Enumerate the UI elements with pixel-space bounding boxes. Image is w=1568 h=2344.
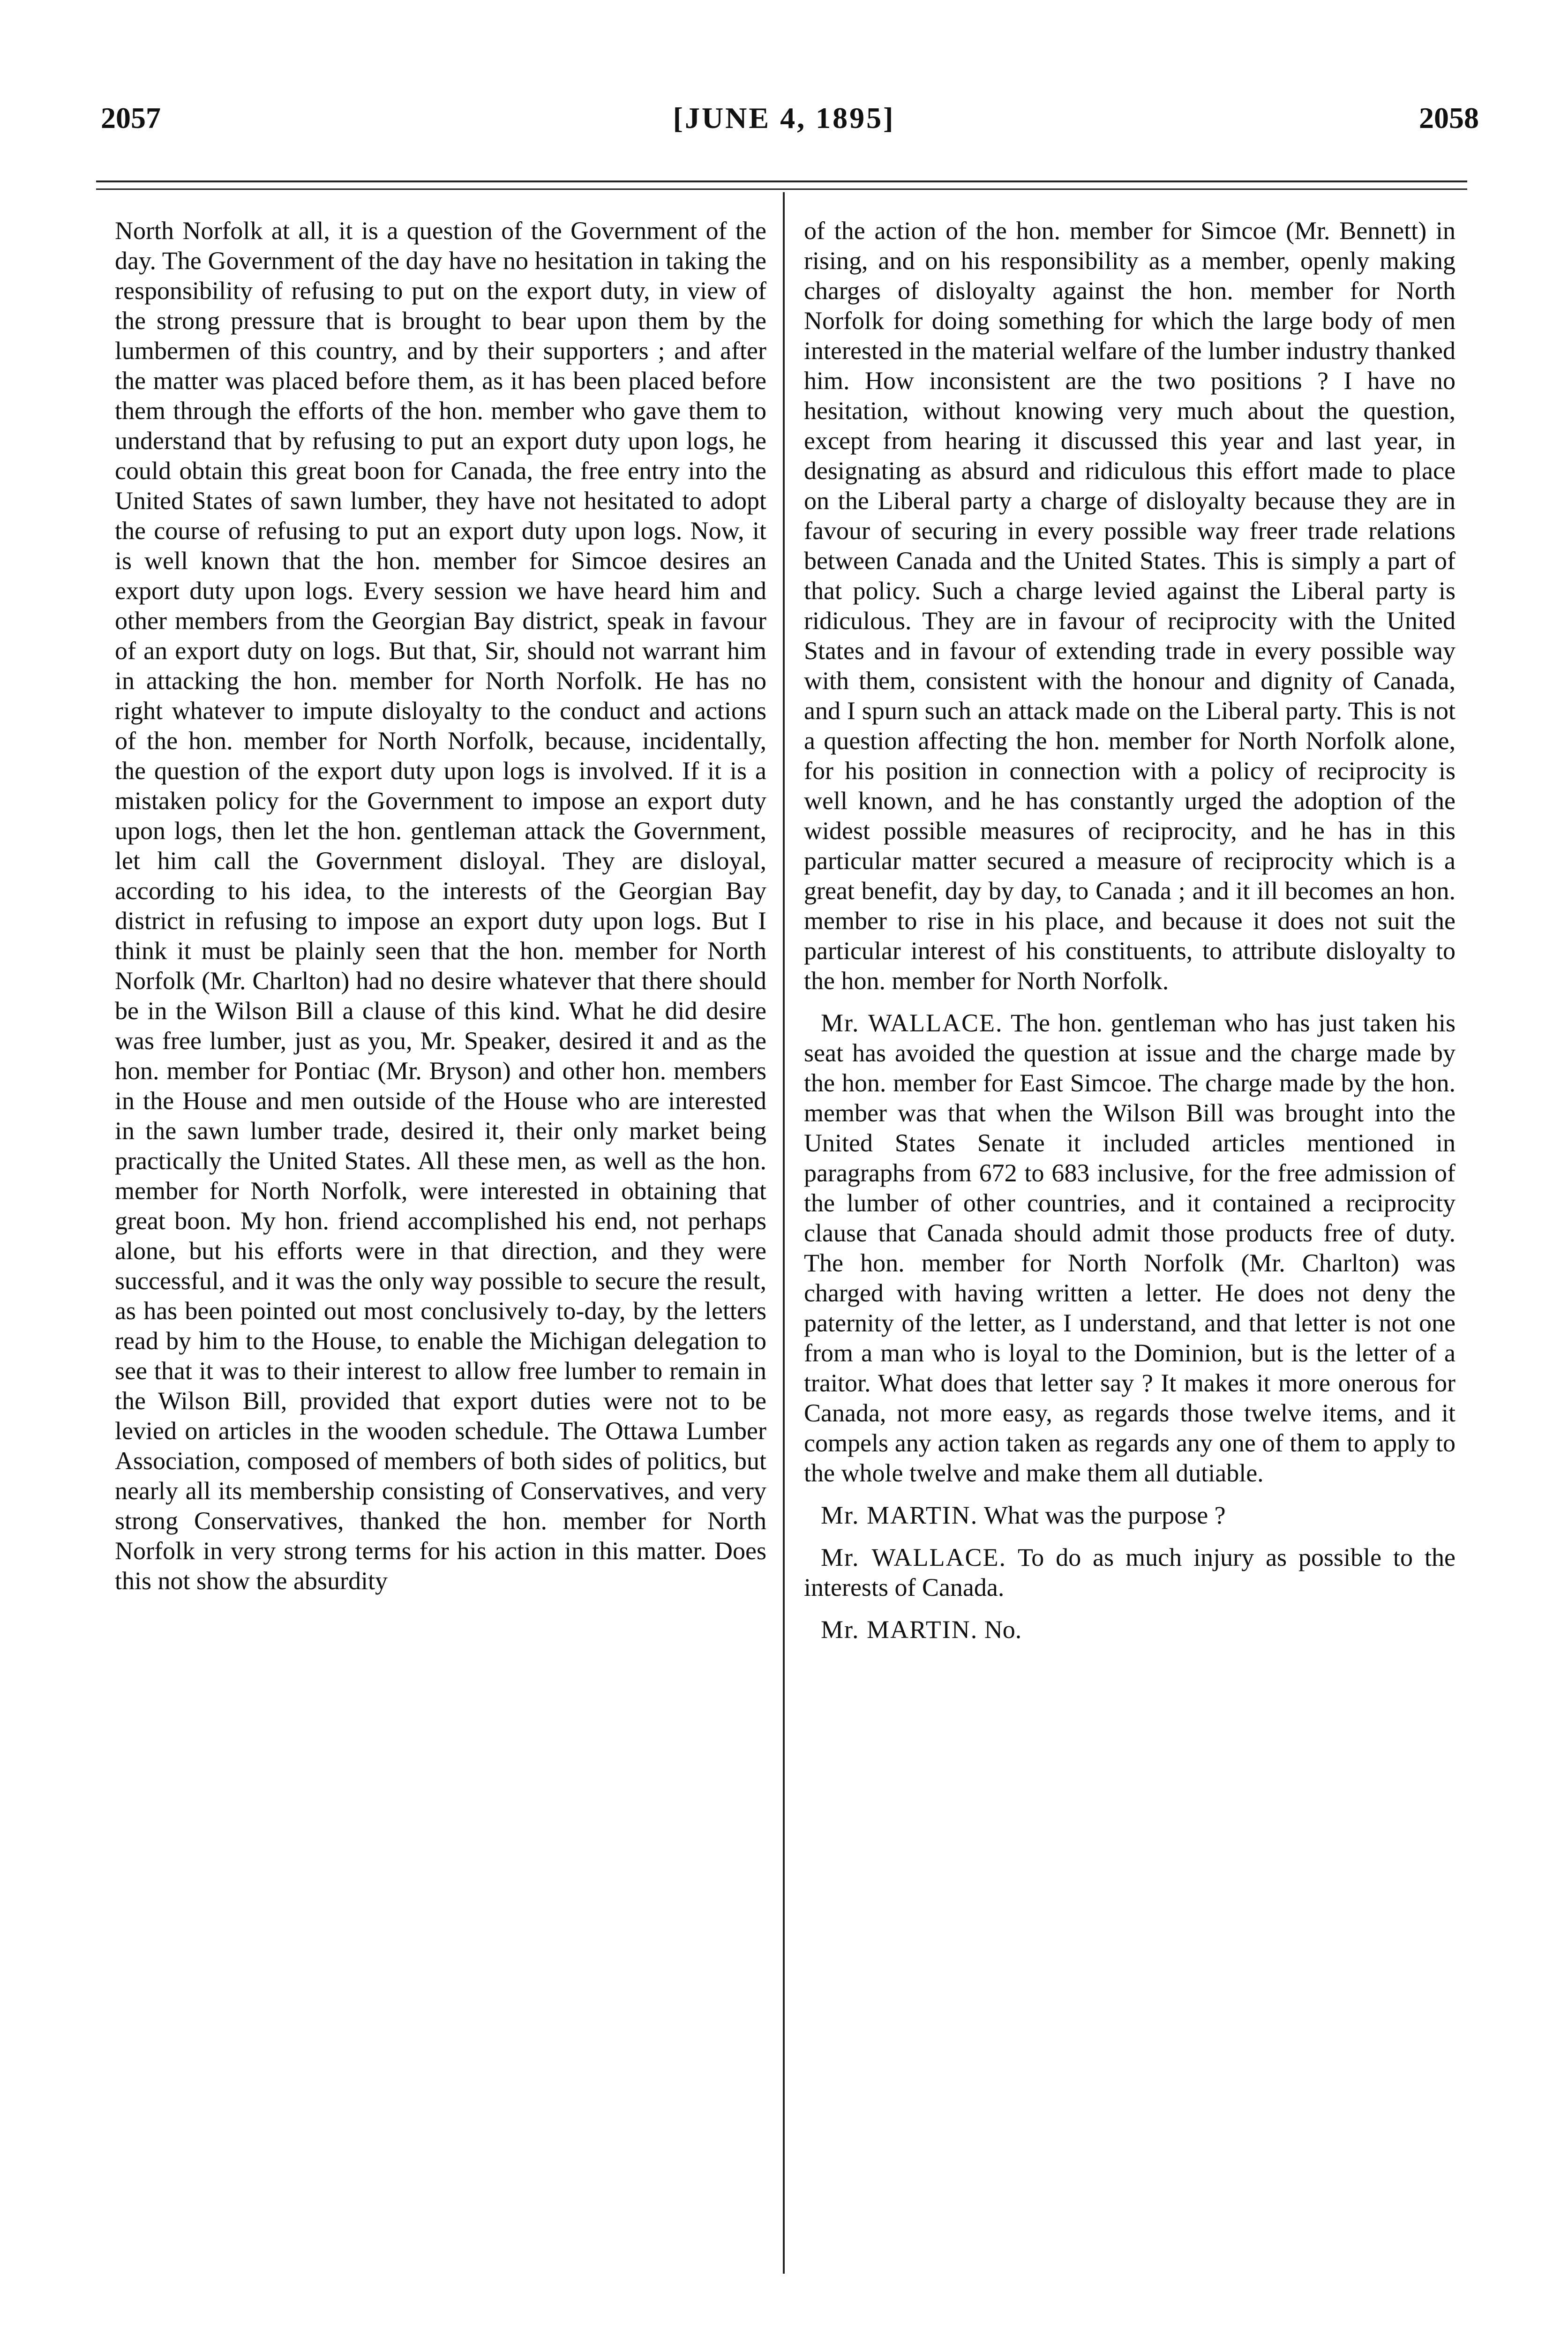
speech-martin-2 [804, 1615, 1455, 1645]
speaker-name: Mr. WALLACE. [821, 1009, 1003, 1037]
right-column [804, 216, 1455, 1657]
left-column-paragraph: North Norfolk at all, it is a question of the Government of the day. The Government of the day have no hesitation in taking the responsibility of refusing to put on the export duty, in view of the strong pressure that is brought to bear upon them by the lumbermen of this country, and by their supporters ; and after the matter was placed before them, as it has been placed before them through the efforts of the hon. member who gave them to understand that by refusing to put an export duty upon logs, he could obtain this great boon for Canada, the free entry into the United States of sawn lumber, they have not hesitated to adopt the course of refusing to put an export duty upon logs. Now, it is well known that the hon. member for Simcoe desires an export duty upon logs. Every session we have heard him and other members from the Georgian Bay district, speak in favour of an export duty on logs. But that, Sir, should not warrant him in attacking the hon. member for North Norfolk. He has no right whatever to impute disloyalty to the conduct and actions of the hon. member for North Norfolk, because, incidentally, the question of the export duty upon logs is involved. If it is a mistaken policy for the Government to impose an export duty upon logs, then let the hon. gentleman attack the Government, let him call the Government disloyal. They are disloyal, according to his idea, to the interests of the Georgian Bay district in refusing to impose an export duty upon logs. But I think it must be plainly seen that the hon. member for North Norfolk (Mr. Charlton) had no desire whatever that there should be in the Wilson Bill a clause of this kind. What he did desire was free lumber, just as you, Mr. Speaker, desired it and as the hon. member for Pontiac (Mr. Bryson) and other hon. members in the House and men outside of the House who are interested in the sawn lumber trade, desired it, their only market being practically the United States. All these men, as well as the hon. member for North Norfolk, were interested in obtaining that great boon. My hon. friend accomplished his end, not perhaps alone, but his efforts were in that direction, and they were successful, and it was the only way possible to secure the result, as has been pointed out most conclusively to-day, by the letters read by him to the House, to enable the Michigan delegation to see that it was to their interest to allow free lumber to remain in the Wilson Bill, provided that export duties were not to be levied on articles in the wooden schedule. The Ottawa Lumber Association, composed of members of both sides of politics, but nearly all its membership consisting of Conservatives, and very strong Conservatives, thanked the hon. member for North Norfolk in very strong terms for his action in this matter. Does this not show the absurdity [115, 217, 766, 1595]
speech-text: To do as much injury as possible to the interests of Canada. [804, 1543, 1455, 1601]
left-page-number: 2057 [101, 101, 161, 135]
speaker-name: Mr. MARTIN. [821, 1615, 978, 1644]
speech-text: No. [984, 1615, 1022, 1644]
speaker-name: Mr. WALLACE. [821, 1543, 1006, 1571]
header-rule-bottom [96, 188, 1467, 190]
speech-text: What was the purpose ? [983, 1501, 1226, 1529]
date-heading: [JUNE 4, 1895] [673, 101, 895, 135]
speech-martin-1 [804, 1500, 1455, 1530]
speech-text: The hon. gentleman who has just taken his seat has avoided the question at issue and the charge made by the hon. member for East Simcoe. The charge made by the hon. member was that when the Wilson Bill was brought into the United States Senate it included articles mentioned in paragraphs from 672 to 683 inclusive, for the free admission of the lumber of other countries, and it contained a reciprocity clause that Canada should admit those products free of duty. The hon. member for North Norfolk (Mr. Charlton) was charged with having written a letter. He does not deny the paternity of the letter, as I understand, and that letter is not one from a man who is loyal to the Dominion, but is the letter of a traitor. What does that letter say ? It makes it more onerous for Canada, not more easy, as regards those twelve items, and it compels any action taken as regards any one of them to apply to the whole twelve and make them all dutiable. [804, 1009, 1455, 1487]
speech-wallace-2 [804, 1542, 1455, 1602]
right-page-number: 2058 [1419, 101, 1479, 135]
header-rule-top [96, 180, 1467, 182]
right-column-continuation: of the action of the hon. member for Simcoe (Mr. Bennett) in rising, and on his responsibility as a member, openly making charges of disloyalty against the hon. member for North Norfolk for doing something for which the large body of men interested in the material welfare of the lumber industry thanked him. How inconsistent are the two positions ? I have no hesitation, without knowing very much about the question, except from hearing it discussed this year and last year, in designating as absurd and ridiculous this effort made to place on the Liberal party a charge of disloyalty because they are in favour of securing in every possible way freer trade relations between Canada and the United States. This is simply a part of that policy. Such a charge levied against the Liberal party is ridiculous. They are in favour of reciprocity with the United States and in favour of extending trade in every possible way with them, consistent with the honour and dignity of Canada, and I spurn such an attack made on the Liberal party. This is not a question affecting the hon. member for North Norfolk alone, for his position in connection with a policy of reciprocity is well known, and he has constantly urged the adoption of the widest possible measures of reciprocity, and he has in this particular matter secured a measure of reciprocity which is a great benefit, day by day, to Canada ; and it ill becomes an hon. member to rise in his place, and because it does not suit the particular interest of his constituents, to attribute disloyalty to the hon. member for North Norfolk. [804, 217, 1455, 995]
column-divider [783, 192, 785, 2274]
speaker-name: Mr. MARTIN. [821, 1501, 978, 1529]
speech-wallace-1 [804, 1008, 1455, 1488]
left-column [115, 216, 766, 1608]
page-header [0, 101, 1568, 148]
